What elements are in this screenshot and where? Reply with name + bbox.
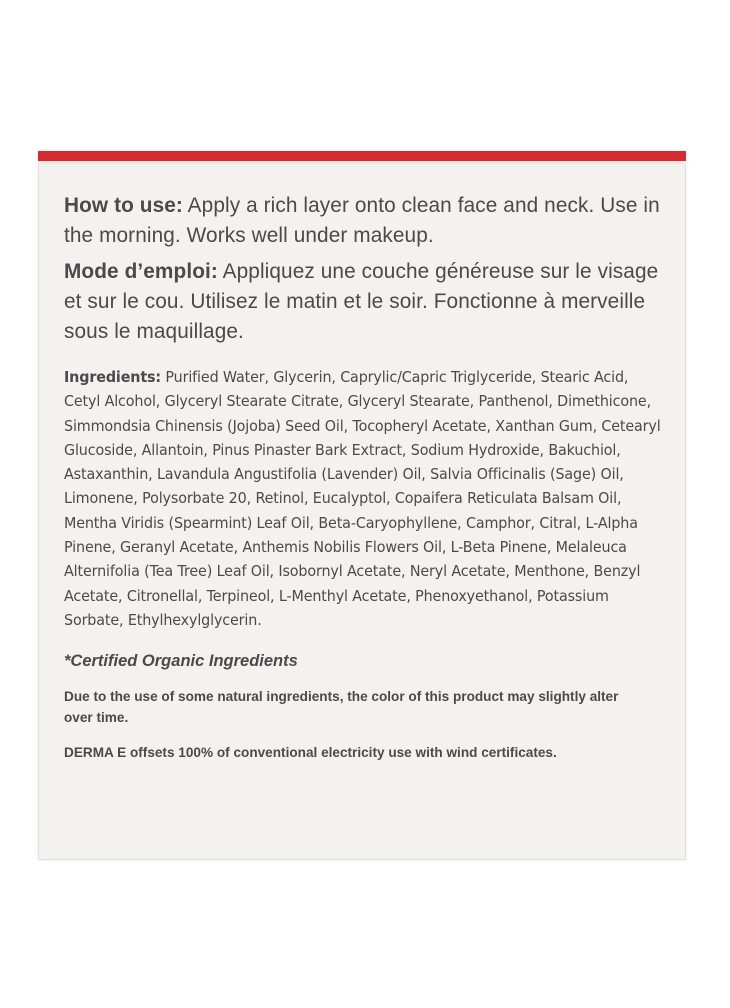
how-to-use-label: How to use:: [64, 194, 183, 217]
label-text-block: [64, 191, 664, 763]
mode-emploi-paragraph: [64, 257, 664, 347]
ingredients-text: Purified Water, Glycerin, Caprylic/Capric Triglyceride, Stearic Acid, Cetyl Alcohol, Glyceryl Stearate Citrate, Glyceryl Stearate, Panthenol, Dimethicone, Simmondsia Chinensis (Jojoba) Seed Oil, Tocopheryl Acetate, Xanthan Gum, Cetearyl Glucoside, Allantoin, Pinus Pinaster Bark Extract, Sodium Hydroxide, Bakuchiol, Astaxanthin, Lavandula Angustifolia (Lavender) Oil, Salvia Officinalis (Sage) Oil, Limonene, Polysorbate 20, Retinol, Eucalyptol, Copaifera Reticulata Balsam Oil, Mentha Viridis (Spearmint) Leaf Oil, Beta-Caryophyllene, Camphor, Citral, L-Alpha Pinene, Geranyl Acetate, Anthemis Nobilis Flowers Oil, L-Beta Pinene, Melaleuca Alternifolia (Tea Tree) Leaf Oil, Isobornyl Acetate, Neryl Acetate, Menthone, Benzyl Acetate, Citronellal, Terpineol, L-Menthyl Acetate, Phenoxyethanol, Potassium Sorbate, Ethylhexylglycerin.: [64, 368, 661, 629]
mode-emploi-text: Appliquez une couche généreuse sur le visage et sur le cou. Utilisez le matin et le soir. Fonctionne à merveille sous le maquillage.: [64, 260, 659, 343]
certified-organic-note: *Certified Organic Ingredients: [64, 652, 298, 671]
how-to-use-paragraph: [64, 191, 664, 251]
color-change-note: Due to the use of some natural ingredients, the color of this product may slightly alter over time.: [64, 689, 619, 726]
mode-emploi-label: Mode d’emploi:: [64, 260, 218, 283]
red-accent-band: [38, 151, 686, 161]
ingredients-paragraph: [64, 365, 664, 632]
wind-offset-note: DERMA E offsets 100% of conventional electricity use with wind certificates.: [64, 745, 557, 761]
product-box-panel: [38, 151, 686, 860]
how-to-use-text: Apply a rich layer onto clean face and neck. Use in the morning. Works well under makeup.: [64, 194, 660, 247]
ingredients-label: Ingredients:: [64, 368, 161, 386]
band-shadow: [38, 161, 686, 165]
